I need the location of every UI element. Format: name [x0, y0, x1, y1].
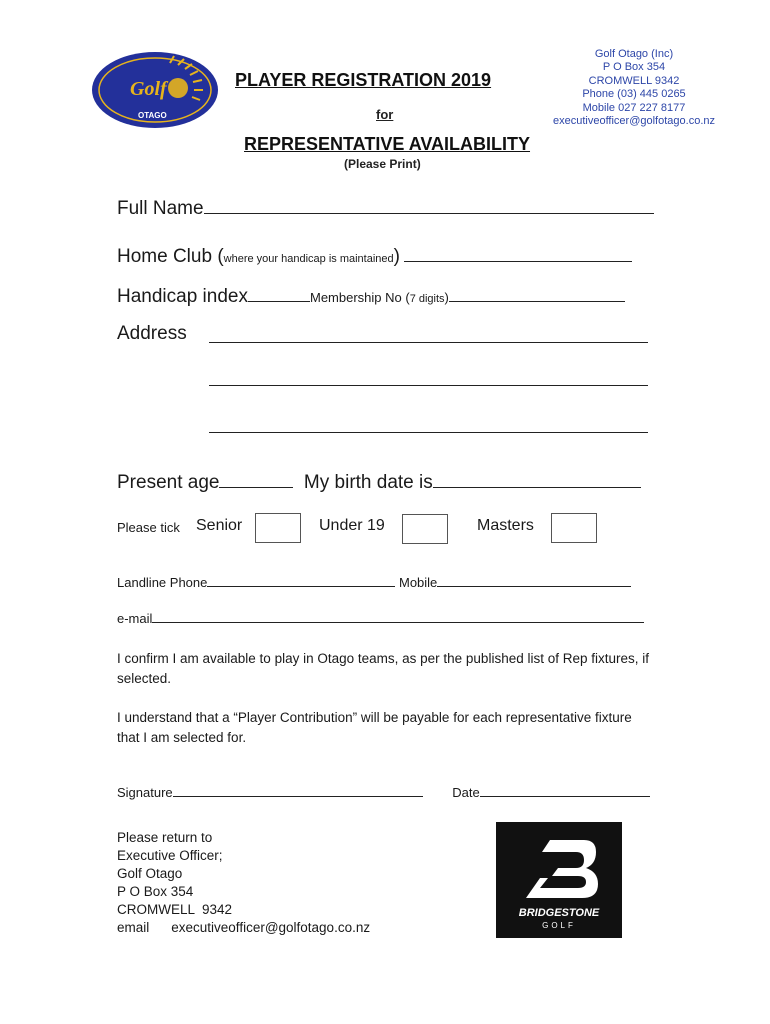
membership-field[interactable]	[449, 300, 625, 302]
address-line-3[interactable]	[209, 431, 648, 433]
contact-line: Golf Otago (Inc)	[594, 48, 674, 60]
full-name-row	[117, 198, 654, 220]
contact-block	[534, 48, 734, 128]
svg-text:BRIDGESTONE: BRIDGESTONE	[518, 907, 600, 919]
present-age-label: Present age	[117, 472, 220, 493]
confirm-statement: I confirm I am available to play in Otago teams, as per the published list of Rep fixtures, if selected.	[117, 651, 650, 686]
return-address	[117, 829, 370, 937]
signature-label: Signature	[117, 785, 173, 800]
title-for: for	[376, 107, 394, 122]
home-club-row	[117, 246, 632, 268]
please-print-note: (Please Print)	[344, 157, 421, 171]
address-label: Address	[117, 323, 187, 344]
membership-note: 7 digits	[409, 293, 445, 305]
return-line: Please return to	[117, 830, 213, 845]
date-label: Date	[452, 785, 480, 800]
date-field[interactable]	[480, 795, 650, 797]
present-age-field[interactable]	[219, 486, 293, 488]
senior-checkbox[interactable]	[255, 513, 301, 543]
landline-field[interactable]	[207, 585, 395, 587]
contact-line: Mobile 027 227 8177	[582, 101, 686, 114]
please-tick-label: Please tick	[117, 520, 180, 535]
phone-row	[117, 575, 631, 590]
membership-label: Membership No (	[309, 290, 410, 305]
signature-row	[117, 785, 650, 800]
email-label: e-mail	[117, 611, 153, 626]
page-subtitle: REPRESENTATIVE AVAILABILITY	[244, 134, 531, 154]
contact-email: executiveofficer@golfotago.co.nz	[552, 115, 715, 128]
contact-line: CROMWELL 9342	[588, 74, 680, 87]
svg-text:GOLF: GOLF	[542, 921, 576, 930]
under19-checkbox[interactable]	[402, 514, 448, 544]
birth-date-field[interactable]	[433, 486, 641, 488]
masters-label: Masters	[477, 517, 534, 534]
birth-date-label: My birth date is	[303, 472, 433, 493]
handicap-label: Handicap index	[117, 286, 248, 307]
email-row	[117, 611, 644, 626]
mobile-field[interactable]	[437, 585, 631, 587]
home-club-note: where your handicap is maintained	[223, 253, 394, 265]
membership-close: )	[444, 290, 449, 305]
masters-checkbox[interactable]	[551, 513, 597, 543]
address-line-2[interactable]	[209, 384, 648, 386]
under19-label: Under 19	[319, 517, 385, 534]
full-name-label: Full Name	[117, 198, 204, 219]
signature-field[interactable]	[173, 795, 423, 797]
home-club-close: )	[393, 246, 400, 267]
golf-otago-logo	[90, 50, 220, 130]
contact-line: P O Box 354	[602, 61, 666, 74]
svg-text:OTAGO: OTAGO	[138, 111, 167, 120]
age-row	[117, 472, 641, 494]
contact-line: Phone (03) 445 0265	[582, 88, 686, 101]
home-club-field[interactable]	[404, 260, 632, 262]
landline-label: Landline Phone	[117, 575, 208, 590]
mobile-label: Mobile	[398, 575, 438, 590]
handicap-row	[117, 286, 625, 308]
bridgestone-golf-logo	[496, 822, 622, 938]
return-email-label: email	[117, 920, 150, 935]
svg-text:Golf: Golf	[130, 78, 167, 100]
home-club-label: Home Club (	[117, 246, 224, 267]
address-line-1[interactable]	[209, 341, 648, 343]
email-field[interactable]	[152, 621, 644, 623]
handicap-field[interactable]	[248, 300, 310, 302]
return-email-value: executiveofficer@golfotago.co.nz	[171, 920, 371, 935]
return-line: CROMWELL 9342	[117, 902, 233, 917]
return-line: Golf Otago	[117, 866, 183, 881]
return-line: Executive Officer;	[117, 848, 223, 863]
return-email-line	[117, 919, 370, 937]
senior-label: Senior	[196, 517, 243, 534]
full-name-field[interactable]	[204, 212, 654, 214]
return-line: P O Box 354	[117, 884, 194, 899]
contribution-statement: I understand that a “Player Contribution” will be payable for each representative fixture that I am selected for.	[117, 710, 632, 745]
page-title: PLAYER REGISTRATION 2019	[235, 70, 492, 90]
